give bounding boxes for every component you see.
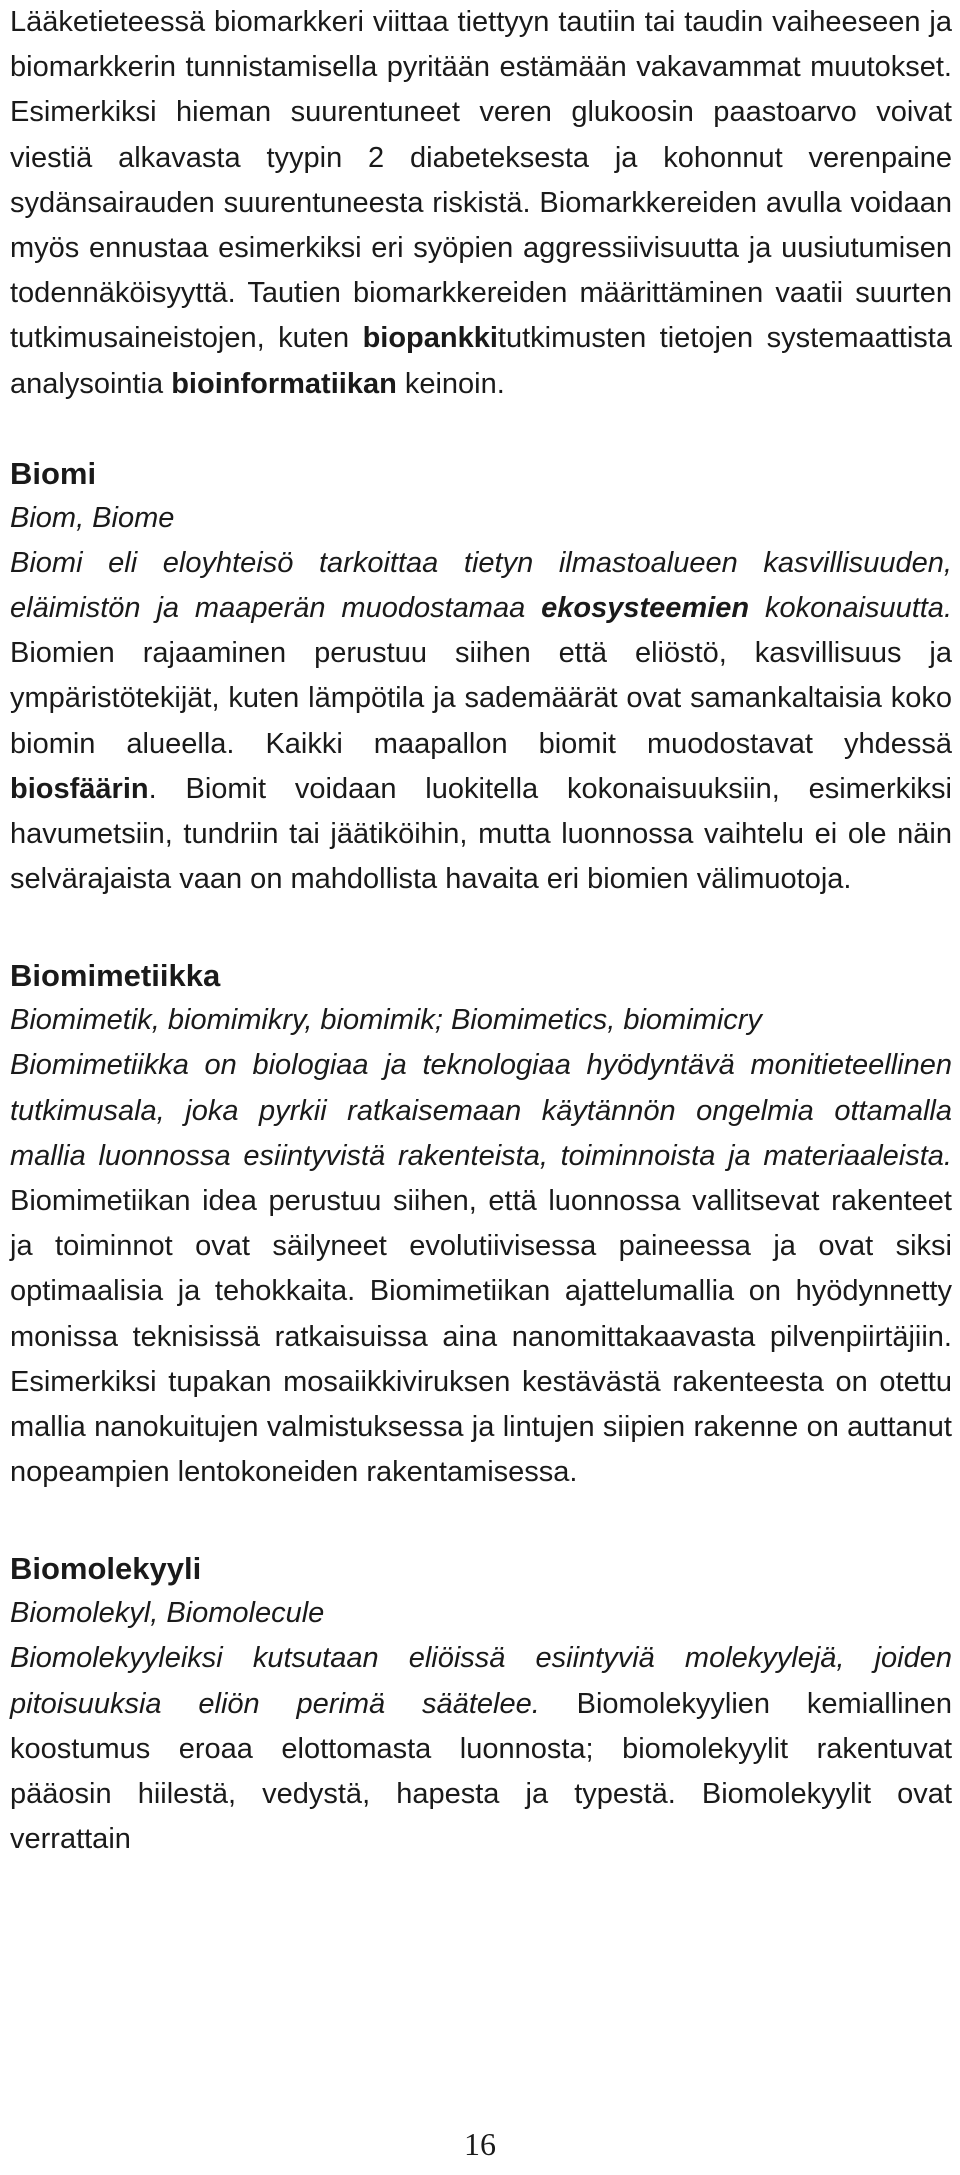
entry-alt-biomimetiikka: Biomimetik, biomimikry, biomimik; Biomimetics, biomimicry (10, 1004, 762, 1037)
intro-text: tutkimusten tietojen systemaattista analysointia (10, 322, 952, 400)
entry-body-biomolekyyli (10, 1636, 952, 1862)
entry-definition: Biomimetiikka on biologiaa ja teknologiaa hyödyntävä monitieteellinen tutkimusala, joka pyrkii ratkaisemaan käytännön ongelmia ottamalla mallia luonnossa esiintyvistä rakenteista, toiminnoista ja materiaaleista. (10, 1049, 952, 1172)
entry-text: Biomien rajaaminen perustuu siihen että eliöstö, kasvillisuus ja ympäristötekijät, kuten lämpötila ja sademäärät ovat samankaltaisia koko biomin alueella. Kaikki maapallon biomit muodostavat yhdessä (10, 637, 952, 760)
intro-paragraph (10, 0, 952, 407)
entry-definition: Biomolekyyleiksi kutsutaan eliöissä esiintyviä molekyylejä, joiden pitoisuuksia eliön perimä säätelee. (10, 1642, 952, 1720)
document-page (10, 0, 952, 1863)
intro-term-biopankki: biopankki (362, 322, 498, 355)
intro-text: keinoin. (396, 367, 505, 400)
intro-text: Lääketieteessä biomarkkeri viittaa tiettyyn tautiin tai taudin vaiheeseen ja biomarkkerin tunnistamisella pyritään estämään vakavammat muutokset. Esimerkiksi hieman suurentuneet veren glukoosin paastoarvo voivat viestiä alkavasta tyypin 2 diabeteksesta ja kohonnut verenpaine sydänsairauden suurentuneesta riskistä. Biomarkkereiden avulla voidaan myös ennustaa esimerkiksi eri syöpien aggressiivisuutta ja uusiutumisen todennäköisyyttä. Tautien biomarkkereiden määrittäminen vaatii suurten tutkimusaineistojen, kuten (10, 6, 952, 355)
entry-text: Biomolekyylien kemiallinen koostumus eroaa elottomasta luonnosta; biomolekyylit rakentuvat pääosin hiilestä, vedystä, hapesta ja typestä. Biomolekyylit ovat verrattain (10, 1687, 952, 1856)
entry-title-biomimetiikka: Biomimetiikka (10, 958, 221, 994)
intro-term-bioinformatiikka: bioinformatiikan (171, 367, 397, 400)
term-ekosysteemi: ekosysteemien (541, 592, 750, 625)
entry-text: Biomimetiikan idea perustuu siihen, että luonnossa vallitsevat rakenteet ja toiminnot ovat säilyneet evolutiivisessa paineessa ja ovat siksi optimaalisia ja tehokkaita. Biomimetiikan ajattelumallia on hyödynnetty monissa teknisissä ratkaisuissa aina nanomittakaavasta pilvenpiirtäjiin. Esimerkiksi tupakan mosaiikkiviruksen kestävästä rakenteesta on otettu mallia nanokuitujen valmistuksessa ja lintujen siipien rakenne on auttanut nopeampien lentokoneiden rakentamisessa. (10, 1185, 952, 1489)
page-number: 16 (464, 2126, 496, 2162)
entry-body-biomi (10, 541, 952, 903)
term-biosfaari: biosfäärin (10, 772, 149, 805)
entry-alt-biomi: Biom, Biome (10, 501, 175, 534)
entry-body-biomimetiikka (10, 1043, 952, 1495)
entry-text: . Biomit voidaan luokitella kokonaisuuksiin, esimerkiksi havumetsiin, tundriin tai jäätiköihin, mutta luonnossa vaihtelu ei ole näin selvärajaista vaan on mahdollista havaita eri biomien välimuotoja. (10, 772, 952, 896)
entry-alt-biomolekyyli: Biomolekyl, Biomolecule (10, 1597, 325, 1630)
entry-definition: Biomi eli eloyhteisö tarkoittaa tietyn ilmastoalueen kasvillisuuden, eläimistön ja maaperän muodostamaa ekosysteemien kokonaisuutta. (10, 546, 952, 625)
entry-title-biomi: Biomi (10, 455, 97, 491)
entry-title-biomolekyyli: Biomolekyyli (10, 1551, 202, 1587)
